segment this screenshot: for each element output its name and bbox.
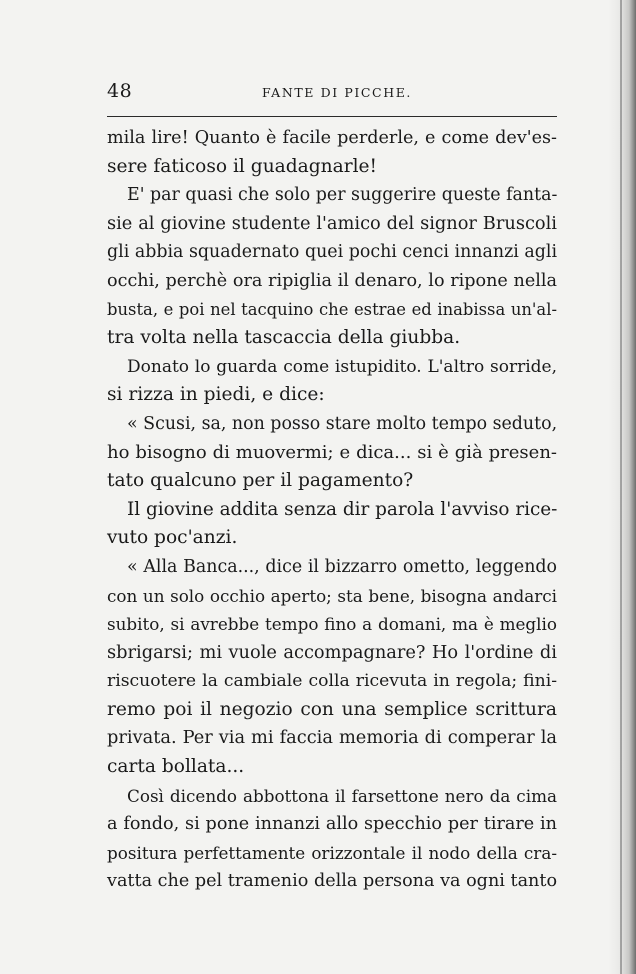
text-line: Donato lo guarda come istupidito. L'altro sorride,: [127, 356, 557, 377]
text-line: Il giovine addita senza dir parola l'avviso rice-: [127, 498, 558, 520]
text-line: ho bisogno di muovermi; e dica... si è già presen-: [107, 441, 557, 463]
text-line: riscuotere la cambiale colla ricevuta in regola; fini-: [107, 671, 557, 692]
body-text: [107, 124, 557, 896]
running-title: FANTE DI PICCHE.: [262, 85, 412, 100]
text-line: privata. Per via mi faccia memoria di comperar la: [107, 727, 557, 749]
header-rule: [107, 116, 557, 117]
text-line: subito, si avrebbe tempo fino a domani, ma è meglio: [107, 614, 557, 635]
text-line: vatta che pel tramenio della persona va ogni tanto: [107, 871, 558, 892]
text-line: remo poi il negozio con una semplice scrittura: [107, 698, 557, 720]
page-number: 48: [107, 80, 133, 102]
text-line: busta, e poi nel tacquino che estrae ed inabissa un'al-: [107, 299, 557, 319]
page-header: [107, 80, 557, 106]
text-line: a fondo, si pone innanzi allo specchio per tirare in: [107, 814, 557, 835]
page-edge-shadow: [608, 0, 636, 974]
text-line: tra volta nella tascaccia della giubba.: [107, 327, 461, 349]
text-line: carta bollata...: [107, 756, 245, 778]
text-line: « Scusi, sa, non posso stare molto tempo seduto,: [127, 413, 558, 434]
text-line: sbrigarsi; mi vuole accompagnare? Ho l'ordine di: [107, 641, 557, 663]
text-line: mila lire! Quanto è facile perderle, e come dev'es-: [107, 128, 557, 148]
text-line: Così dicendo abbottona il farsettone nero da cima: [127, 785, 557, 806]
page-edge-line: [620, 0, 622, 974]
text-line: con un solo occhio aperto; sta bene, bisogna andarci: [107, 585, 557, 606]
text-line: positura perfettamente orizzontale il nodo della cra-: [107, 842, 557, 863]
text-line: « Alla Banca..., dice il bizzarro ometto, leggendo: [127, 556, 557, 577]
text-line: vuto poc'anzi.: [107, 527, 238, 549]
text-line: gli abbia squadernato quei pochi cenci innanzi agli: [107, 242, 557, 263]
text-line: si rizza in piedi, e dice:: [107, 384, 325, 406]
text-line: E' par quasi che solo per suggerire queste fanta-: [127, 185, 558, 206]
text-line: sie al giovine studente l'amico del signor Bruscoli: [107, 212, 557, 234]
text-line: occhi, perchè ora ripiglia il denaro, lo ripone nella: [107, 270, 557, 291]
text-line: tato qualcuno per il pagamento?: [107, 470, 414, 492]
text-line: sere faticoso il guadagnarle!: [107, 155, 378, 177]
